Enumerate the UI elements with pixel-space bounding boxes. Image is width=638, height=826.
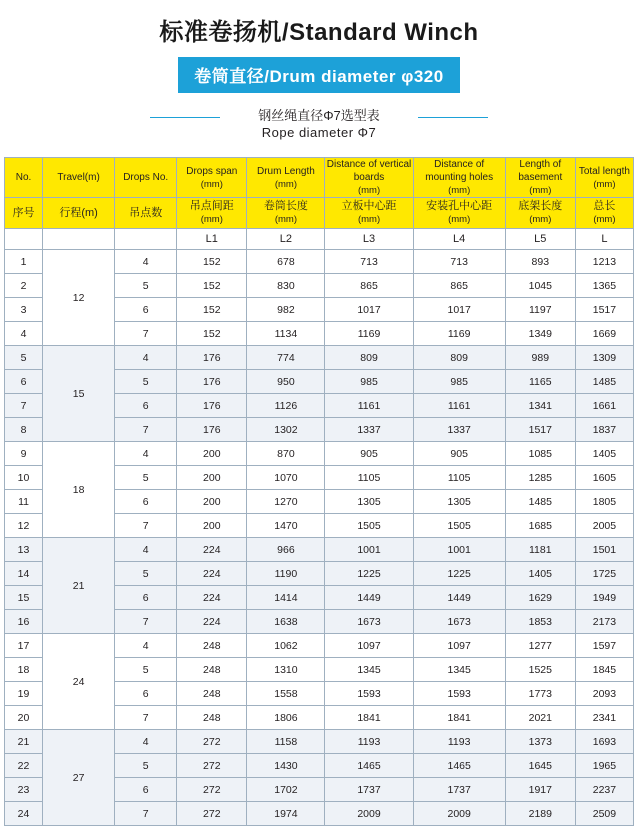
cell-travel: 24 [43,634,115,730]
page-title: 标准卷扬机/Standard Winch [159,19,479,46]
cell-drops-span: 200 [177,490,247,514]
cell-total-length: 1805 [575,490,633,514]
cell-total-length: 2341 [575,706,633,730]
cell-total-length: 1965 [575,754,633,778]
cell-total-length: 1693 [575,730,633,754]
table-row [5,346,634,370]
cell-no: 13 [5,538,43,562]
cell-drum-length: 982 [247,298,325,322]
cell-drops-no: 7 [115,802,177,826]
cell-drops-no: 6 [115,682,177,706]
cell-travel: 27 [43,730,115,826]
cell-vertical-boards: 1449 [325,586,413,610]
cell-mounting-holes: 1169 [413,322,505,346]
cell-drops-no: 5 [115,370,177,394]
divider-line-left [150,117,220,118]
cell-mounting-holes: 809 [413,346,505,370]
cell-total-length: 1309 [575,346,633,370]
cell-vertical-boards: 809 [325,346,413,370]
cell-travel: 18 [43,442,115,538]
cell-drops-span: 176 [177,346,247,370]
cell-mounting-holes: 1593 [413,682,505,706]
cell-drops-no: 4 [115,730,177,754]
col-header-totallength-cn: 总长 (mm) [575,198,633,229]
col-header-basement-en: Length of basement (mm) [505,158,575,198]
cell-no: 2 [5,274,43,298]
cell-mounting-holes: 1673 [413,610,505,634]
cell-drum-length: 1158 [247,730,325,754]
col-code-l4: L4 [413,229,505,250]
cell-basement-length: 1629 [505,586,575,610]
cell-total-length: 1597 [575,634,633,658]
cell-no: 9 [5,442,43,466]
cell-total-length: 1837 [575,418,633,442]
cell-total-length: 2093 [575,682,633,706]
cell-drops-no: 5 [115,562,177,586]
rope-selection-header [0,107,638,151]
cell-vertical-boards: 1225 [325,562,413,586]
cell-drum-length: 1414 [247,586,325,610]
col-code-l3: L3 [325,229,413,250]
cell-no: 24 [5,802,43,826]
header-row-en [5,158,634,198]
rope-text-block [0,107,638,141]
cell-mounting-holes: 1105 [413,466,505,490]
cell-basement-length: 1349 [505,322,575,346]
cell-drum-length: 966 [247,538,325,562]
cell-mounting-holes: 1465 [413,754,505,778]
cell-mounting-holes: 1225 [413,562,505,586]
cell-basement-length: 2021 [505,706,575,730]
cell-no: 3 [5,298,43,322]
cell-vertical-boards: 1001 [325,538,413,562]
cell-basement-length: 1405 [505,562,575,586]
cell-drum-length: 1702 [247,778,325,802]
cell-drum-length: 1974 [247,802,325,826]
cell-drops-span: 248 [177,658,247,682]
cell-drops-span: 248 [177,634,247,658]
cell-drops-no: 5 [115,274,177,298]
header-row-cn [5,198,634,229]
cell-mounting-holes: 1017 [413,298,505,322]
cell-mounting-holes: 1161 [413,394,505,418]
cell-vertical-boards: 1593 [325,682,413,706]
cell-mounting-holes: 865 [413,274,505,298]
cell-drum-length: 1134 [247,322,325,346]
cell-drum-length: 1270 [247,490,325,514]
cell-drum-length: 1430 [247,754,325,778]
col-header-dropsno-cn: 吊点数 [115,198,177,229]
cell-drum-length: 1126 [247,394,325,418]
cell-total-length: 1605 [575,466,633,490]
cell-drops-no: 6 [115,586,177,610]
cell-drum-length: 1806 [247,706,325,730]
cell-no: 1 [5,250,43,274]
cell-travel: 12 [43,250,115,346]
cell-no: 7 [5,394,43,418]
subtitle-banner-wrap [0,57,638,93]
cell-no: 8 [5,418,43,442]
cell-vertical-boards: 1169 [325,322,413,346]
cell-mounting-holes: 985 [413,370,505,394]
col-header-vertboards-en: Distance of vertical boards (mm) [326,159,412,196]
cell-total-length: 1725 [575,562,633,586]
cell-drum-length: 1558 [247,682,325,706]
drum-diameter-banner: 卷筒直径/Drum diameter φ320 [178,57,459,93]
cell-drops-span: 224 [177,538,247,562]
table-row [5,250,634,274]
cell-no: 20 [5,706,43,730]
winch-spec-table [4,157,634,826]
cell-drops-no: 6 [115,298,177,322]
cell-basement-length: 1197 [505,298,575,322]
header-row-codes [5,229,634,250]
cell-drops-no: 7 [115,706,177,730]
cell-drops-no: 4 [115,538,177,562]
cell-no: 5 [5,346,43,370]
cell-basement-length: 1645 [505,754,575,778]
cell-no: 12 [5,514,43,538]
cell-drops-span: 200 [177,466,247,490]
cell-total-length: 1501 [575,538,633,562]
cell-vertical-boards: 1737 [325,778,413,802]
cell-basement-length: 1853 [505,610,575,634]
table-row [5,634,634,658]
cell-no: 23 [5,778,43,802]
cell-basement-length: 989 [505,346,575,370]
col-code-l: L [575,229,633,250]
col-header-dropspan-cn: 吊点间距 (mm) [177,198,247,229]
cell-vertical-boards: 713 [325,250,413,274]
cell-no: 10 [5,466,43,490]
cell-basement-length: 1917 [505,778,575,802]
cell-drops-span: 176 [177,394,247,418]
cell-drops-no: 5 [115,658,177,682]
col-code-dropsno [115,229,177,250]
cell-drum-length: 830 [247,274,325,298]
cell-vertical-boards: 1673 [325,610,413,634]
col-header-dropsno-en: Drops No. [115,158,177,198]
cell-drum-length: 1638 [247,610,325,634]
cell-basement-length: 893 [505,250,575,274]
cell-mounting-holes: 905 [413,442,505,466]
cell-mounting-holes: 1305 [413,490,505,514]
cell-drum-length: 1310 [247,658,325,682]
cell-mounting-holes: 1097 [413,634,505,658]
cell-vertical-boards: 1105 [325,466,413,490]
cell-drops-no: 6 [115,394,177,418]
cell-drum-length: 678 [247,250,325,274]
cell-drum-length: 1302 [247,418,325,442]
cell-travel: 21 [43,538,115,634]
table-row [5,442,634,466]
col-header-no-en: No. [5,158,43,198]
cell-basement-length: 1341 [505,394,575,418]
rope-title-en: Rope diameter Φ7 [261,125,377,140]
cell-drops-no: 5 [115,466,177,490]
cell-drops-span: 200 [177,514,247,538]
rope-title-cn: 钢丝绳直径Φ7选型表 [258,108,380,123]
cell-vertical-boards: 1305 [325,490,413,514]
cell-total-length: 1517 [575,298,633,322]
cell-drops-no: 6 [115,778,177,802]
cell-total-length: 1661 [575,394,633,418]
col-header-vertboards-cn: 立板中心距 (mm) [325,198,413,229]
cell-drum-length: 1190 [247,562,325,586]
cell-drops-span: 152 [177,274,247,298]
cell-vertical-boards: 2009 [325,802,413,826]
cell-drops-span: 248 [177,682,247,706]
cell-no: 14 [5,562,43,586]
cell-mounting-holes: 1449 [413,586,505,610]
cell-basement-length: 1085 [505,442,575,466]
cell-no: 21 [5,730,43,754]
cell-drops-no: 7 [115,418,177,442]
col-header-drumlength-en: Drum Length (mm) [247,158,325,198]
cell-drum-length: 950 [247,370,325,394]
cell-drops-span: 152 [177,298,247,322]
cell-vertical-boards: 1161 [325,394,413,418]
cell-drops-span: 224 [177,586,247,610]
cell-basement-length: 1773 [505,682,575,706]
cell-basement-length: 1165 [505,370,575,394]
cell-drops-no: 5 [115,754,177,778]
cell-mounting-holes: 1737 [413,778,505,802]
col-header-no-cn: 序号 [5,198,43,229]
cell-mounting-holes: 713 [413,250,505,274]
cell-mounting-holes: 1505 [413,514,505,538]
cell-total-length: 2173 [575,610,633,634]
cell-vertical-boards: 1505 [325,514,413,538]
cell-mounting-holes: 2009 [413,802,505,826]
cell-drum-length: 1470 [247,514,325,538]
cell-mounting-holes: 1345 [413,658,505,682]
cell-no: 17 [5,634,43,658]
cell-vertical-boards: 865 [325,274,413,298]
cell-drops-span: 224 [177,562,247,586]
cell-drops-span: 272 [177,730,247,754]
cell-no: 15 [5,586,43,610]
cell-vertical-boards: 1193 [325,730,413,754]
divider-line-right [418,117,488,118]
cell-basement-length: 1517 [505,418,575,442]
cell-basement-length: 1045 [505,274,575,298]
cell-total-length: 1213 [575,250,633,274]
cell-mounting-holes: 1001 [413,538,505,562]
cell-drops-no: 4 [115,442,177,466]
col-header-travel-en: Travel(m) [43,158,115,198]
cell-vertical-boards: 1345 [325,658,413,682]
cell-drops-no: 7 [115,322,177,346]
cell-drops-no: 6 [115,490,177,514]
col-code-l1: L1 [177,229,247,250]
cell-basement-length: 1525 [505,658,575,682]
col-header-dropspan-en: Drops span (mm) [177,158,247,198]
cell-vertical-boards: 985 [325,370,413,394]
cell-total-length: 1405 [575,442,633,466]
cell-travel: 15 [43,346,115,442]
cell-total-length: 2509 [575,802,633,826]
cell-total-length: 1485 [575,370,633,394]
cell-drops-span: 272 [177,802,247,826]
col-code-no [5,229,43,250]
cell-drops-span: 248 [177,706,247,730]
cell-vertical-boards: 1841 [325,706,413,730]
cell-drops-span: 176 [177,418,247,442]
cell-vertical-boards: 1465 [325,754,413,778]
cell-vertical-boards: 1337 [325,418,413,442]
col-code-travel [43,229,115,250]
col-header-mountholes-en: Distance of mounting holes (mm) [413,158,505,198]
cell-drum-length: 1070 [247,466,325,490]
cell-basement-length: 1277 [505,634,575,658]
cell-no: 22 [5,754,43,778]
cell-drops-span: 200 [177,442,247,466]
cell-no: 18 [5,658,43,682]
cell-drops-span: 272 [177,778,247,802]
cell-total-length: 1365 [575,274,633,298]
cell-vertical-boards: 1017 [325,298,413,322]
cell-drum-length: 774 [247,346,325,370]
table-row [5,730,634,754]
cell-mounting-holes: 1193 [413,730,505,754]
cell-drops-no: 4 [115,634,177,658]
cell-drops-span: 152 [177,250,247,274]
cell-vertical-boards: 1097 [325,634,413,658]
cell-drops-span: 224 [177,610,247,634]
cell-basement-length: 1685 [505,514,575,538]
col-code-l5: L5 [505,229,575,250]
cell-basement-length: 1181 [505,538,575,562]
cell-basement-length: 1373 [505,730,575,754]
cell-drops-no: 7 [115,514,177,538]
col-header-mountholes-cn: 安装孔中心距 (mm) [413,198,505,229]
col-header-basement-cn: 底架长度 (mm) [505,198,575,229]
cell-drum-length: 1062 [247,634,325,658]
cell-drops-no: 7 [115,610,177,634]
col-header-travel-cn: 行程(m) [43,198,115,229]
cell-no: 6 [5,370,43,394]
cell-total-length: 2237 [575,778,633,802]
col-header-drumlength-cn: 卷筒长度 (mm) [247,198,325,229]
cell-drops-no: 4 [115,346,177,370]
cell-vertical-boards: 905 [325,442,413,466]
col-header-totallength-en: Total length (mm) [575,158,633,198]
cell-total-length: 1669 [575,322,633,346]
cell-drops-span: 152 [177,322,247,346]
table-row [5,538,634,562]
col-code-l2: L2 [247,229,325,250]
cell-no: 4 [5,322,43,346]
cell-no: 16 [5,610,43,634]
cell-drum-length: 870 [247,442,325,466]
cell-drops-span: 272 [177,754,247,778]
cell-mounting-holes: 1841 [413,706,505,730]
cell-total-length: 2005 [575,514,633,538]
cell-basement-length: 1485 [505,490,575,514]
cell-drops-no: 4 [115,250,177,274]
table-body [5,250,634,826]
table-header [5,158,634,250]
cell-total-length: 1845 [575,658,633,682]
cell-no: 19 [5,682,43,706]
cell-total-length: 1949 [575,586,633,610]
cell-drops-span: 176 [177,370,247,394]
cell-basement-length: 2189 [505,802,575,826]
cell-mounting-holes: 1337 [413,418,505,442]
cell-no: 11 [5,490,43,514]
cell-basement-length: 1285 [505,466,575,490]
